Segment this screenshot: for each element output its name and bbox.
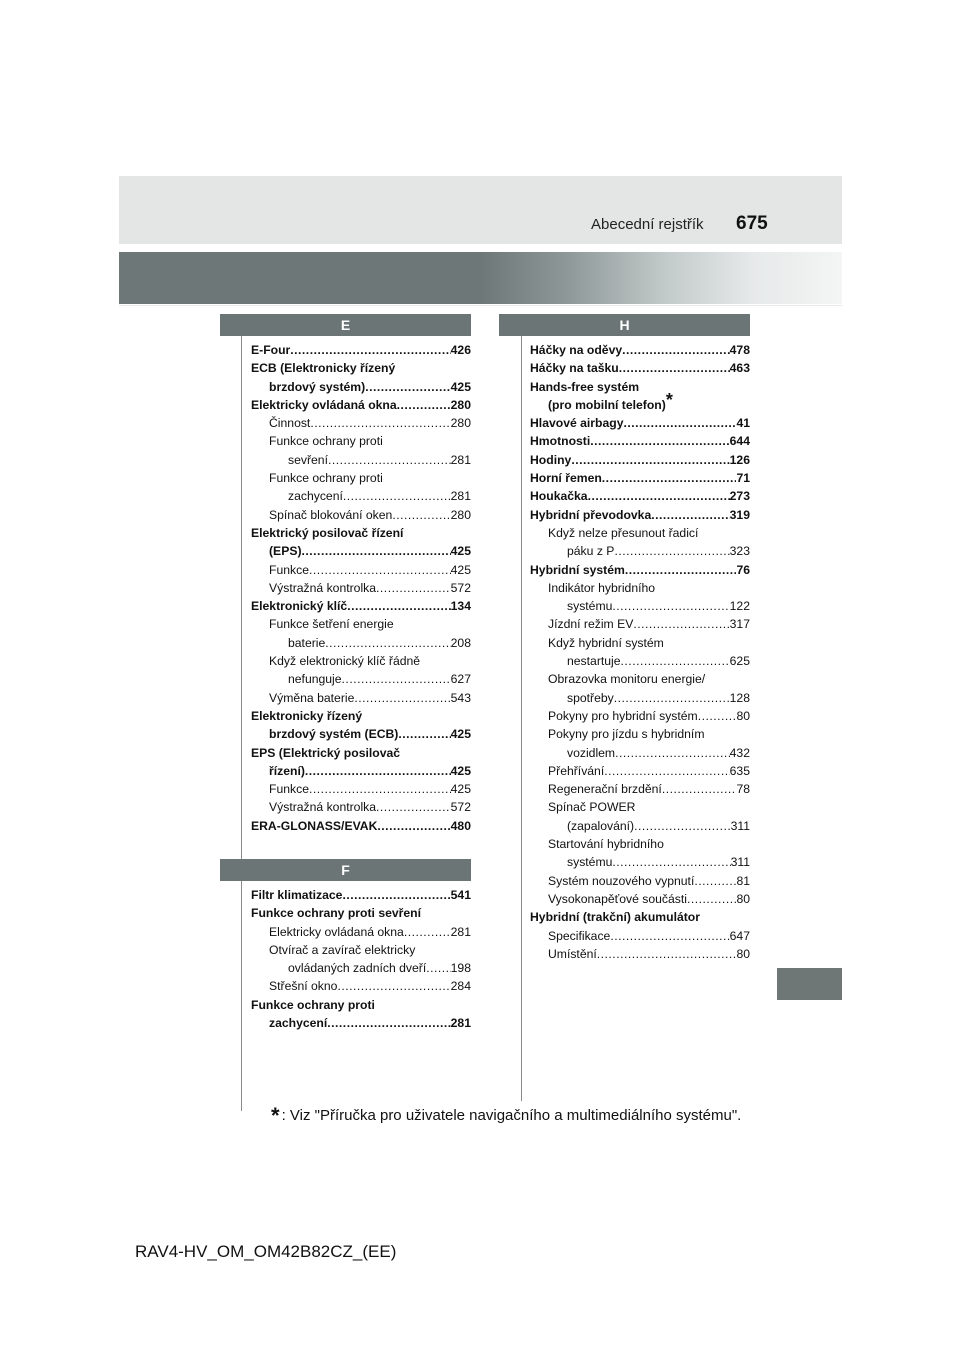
- entry-term: Houkačka: [530, 489, 588, 504]
- index-entry: [530, 817, 750, 835]
- dot-leader: [597, 945, 737, 963]
- index-entry-line: [251, 941, 471, 959]
- entry-page-number: 122: [729, 599, 750, 614]
- entry-page-number: 80: [736, 708, 750, 723]
- entry-term: Spínač blokování oken: [269, 507, 393, 522]
- entry-term: Hands-free systém: [530, 379, 640, 394]
- entry-page-number: 280: [450, 507, 471, 522]
- entry-term: Přehřívání: [548, 763, 605, 778]
- dot-leader: [426, 959, 450, 977]
- entry-page-number: 41: [736, 416, 750, 431]
- index-entry: [530, 762, 750, 780]
- footnote-text: : Viz "Příručka pro uživatele navigačního a multimediálního systému".: [281, 1107, 742, 1124]
- entry-term: brzdový systém (ECB): [269, 727, 399, 742]
- entry-page-number: 281: [450, 924, 471, 939]
- entry-page-number: 480: [450, 818, 471, 833]
- entry-term: Výstražná kontrolka: [269, 580, 377, 595]
- entry-page-number: 311: [730, 818, 750, 833]
- index-entry-line: [251, 904, 471, 922]
- index-entry: [251, 487, 471, 505]
- dot-leader: [619, 359, 730, 377]
- entry-term: Elektrický posilovač řízení: [251, 525, 404, 540]
- entry-term: Činnost: [269, 416, 311, 431]
- index-entry: [530, 945, 750, 963]
- index-entry: [251, 780, 471, 798]
- entry-page-number: 281: [450, 489, 471, 504]
- index-entry: [251, 414, 471, 432]
- entry-term: (EPS): [269, 544, 302, 559]
- entry-term: Funkce šetření energie: [269, 617, 394, 632]
- entry-page-number: 280: [450, 416, 471, 431]
- index-entry-line: [530, 908, 750, 926]
- entry-page-number: 425: [450, 763, 471, 778]
- entry-page-number: 317: [729, 617, 750, 632]
- dot-leader: [612, 853, 730, 871]
- index-entry: [530, 744, 750, 762]
- index-entry: [251, 506, 471, 524]
- index-entry: [530, 597, 750, 615]
- divider: [119, 305, 842, 306]
- dot-leader: [588, 487, 730, 505]
- index-entry-line: [530, 524, 750, 542]
- index-entry-line: [530, 725, 750, 743]
- entry-page-number: 543: [450, 690, 471, 705]
- index-entry: [251, 725, 471, 743]
- dot-leader: [590, 432, 729, 450]
- entry-term: sevření: [288, 452, 328, 467]
- entry-term: baterie: [288, 635, 326, 650]
- entry-term: Hybridní (trakční) akumulátor: [530, 910, 700, 925]
- entry-page-number: 198: [450, 961, 471, 976]
- entry-term: Háčky na oděvy: [530, 343, 623, 357]
- index-entry: [530, 780, 750, 798]
- index-entry: [251, 579, 471, 597]
- index-entry: [251, 817, 471, 835]
- index-entry: [530, 432, 750, 450]
- dot-leader: [625, 561, 737, 579]
- index-entry: [251, 634, 471, 652]
- dot-leader: [309, 561, 451, 579]
- entry-term: Výstražná kontrolka: [269, 800, 377, 815]
- index-entry: [530, 872, 750, 890]
- entry-page-number: 128: [729, 690, 750, 705]
- index-entry: [251, 561, 471, 579]
- document-code: RAV4-HV_OM_OM42B82CZ_(EE): [135, 1242, 397, 1261]
- dot-leader: [604, 762, 729, 780]
- index-entry: [530, 469, 750, 487]
- entry-term: Pokyny pro jízdu s hybridním: [548, 727, 705, 742]
- entry-term: systému: [567, 599, 613, 614]
- entry-page-number: 463: [729, 361, 750, 376]
- dot-leader: [309, 780, 451, 798]
- section-header-h: H: [499, 314, 750, 336]
- index-entry: [251, 396, 471, 414]
- dot-leader: [404, 923, 451, 941]
- entry-term: Specifikace: [548, 928, 611, 943]
- index-entry: [251, 378, 471, 396]
- index-entry-line: [530, 835, 750, 853]
- entry-term: Horní řemen: [530, 471, 602, 486]
- entry-term: Jízdní režim EV: [548, 617, 634, 632]
- dot-leader: [325, 634, 450, 652]
- index-entry: [530, 359, 750, 377]
- index-entry: [251, 762, 471, 780]
- index-entry: [251, 977, 471, 995]
- dot-leader: [376, 579, 451, 597]
- entry-page-number: 425: [450, 379, 471, 394]
- dot-leader: [397, 396, 451, 414]
- index-entry: [251, 670, 471, 688]
- index-entry-line: [251, 996, 471, 1014]
- entry-term: nestartuje: [567, 654, 621, 669]
- index-entry: [530, 487, 750, 505]
- entry-page-number: 134: [450, 599, 471, 614]
- index-entry-line: [251, 524, 471, 542]
- entry-page-number: 76: [736, 562, 750, 577]
- entry-term: Funkce: [269, 562, 309, 577]
- entry-term: E-Four: [251, 343, 291, 357]
- entry-term: Umístění: [548, 946, 597, 961]
- entry-term: systému: [567, 855, 613, 870]
- index-entry: [530, 506, 750, 524]
- column-rule-right: [521, 336, 522, 1101]
- dot-leader: [328, 451, 451, 469]
- dot-leader: [694, 872, 736, 890]
- dot-leader: [343, 487, 451, 505]
- index-entry: [530, 561, 750, 579]
- dot-leader: [302, 542, 451, 560]
- dot-leader: [398, 725, 450, 743]
- index-entry-line: [530, 798, 750, 816]
- dot-leader: [687, 890, 736, 908]
- dot-leader: [621, 652, 730, 670]
- index-entry: [530, 707, 750, 725]
- dot-leader: [622, 341, 730, 359]
- entry-page-number: 425: [450, 727, 471, 742]
- index-entry: [251, 923, 471, 941]
- entry-term: nefunguje: [288, 672, 342, 687]
- entry-term: Funkce ochrany proti sevření: [251, 906, 422, 921]
- dot-leader: [305, 762, 451, 780]
- entry-term: Když nelze přesunout řadicí: [548, 525, 699, 540]
- header-band: [119, 176, 842, 244]
- dot-leader: [337, 977, 450, 995]
- dot-leader: [614, 542, 729, 560]
- entry-term: řízení): [269, 763, 305, 778]
- footnote: [271, 1100, 741, 1126]
- dot-leader: [612, 597, 729, 615]
- entry-page-number: 78: [736, 782, 750, 797]
- entry-term: Hlavové airbagy: [530, 416, 624, 431]
- index-entry-line: [530, 378, 750, 396]
- dot-leader: [571, 451, 729, 469]
- entry-term: Funkce ochrany proti: [269, 434, 383, 449]
- index-entry: [530, 927, 750, 945]
- entry-page-number: 426: [450, 343, 471, 357]
- entry-term: Spínač POWER: [548, 800, 636, 815]
- entry-term: brzdový systém): [269, 379, 366, 394]
- entry-term: Obrazovka monitoru energie/: [548, 672, 706, 687]
- dot-leader: [347, 597, 450, 615]
- entry-term: vozidlem: [567, 745, 616, 760]
- section-header-f: F: [220, 859, 471, 881]
- index-entry: [530, 542, 750, 560]
- index-entry-line: [530, 579, 750, 597]
- dot-leader: [376, 798, 451, 816]
- index-entry: [251, 959, 471, 977]
- entry-term: Hybridní převodovka: [530, 507, 652, 522]
- entry-term: Otvírač a zavírač elektricky: [269, 942, 416, 957]
- entry-page-number: 273: [729, 489, 750, 504]
- index-entry: [530, 414, 750, 432]
- index-entry: [530, 689, 750, 707]
- entry-page-number: 644: [729, 434, 750, 449]
- index-entry: [251, 597, 471, 615]
- entry-term: Funkce: [269, 782, 309, 797]
- chapter-band: [119, 252, 842, 304]
- chapter-side-tab: [777, 968, 842, 1000]
- entry-term: Funkce ochrany proti: [251, 997, 375, 1012]
- entry-term: Indikátor hybridního: [548, 580, 656, 595]
- dot-leader: [623, 414, 736, 432]
- index-entry: [530, 341, 750, 359]
- dot-leader: [633, 615, 729, 633]
- index-entry: [530, 652, 750, 670]
- dot-leader: [614, 689, 730, 707]
- entry-page-number: 281: [450, 452, 471, 467]
- index-entry: [251, 1014, 471, 1032]
- dot-leader: [342, 886, 450, 904]
- entry-page-number: 572: [450, 580, 471, 595]
- entry-term: Když elektronický klíč řádně: [269, 654, 421, 669]
- dot-leader: [310, 414, 450, 432]
- index-entry: [251, 798, 471, 816]
- index-entry-line: [251, 359, 471, 377]
- entry-term: Výměna baterie: [269, 690, 355, 705]
- index-entry-line: [251, 707, 471, 725]
- entry-term: Systém nouzového vypnutí: [548, 873, 695, 888]
- section-f-list: [251, 886, 471, 1032]
- entry-page-number: 425: [450, 782, 471, 797]
- index-entry: [530, 615, 750, 633]
- dot-leader: [610, 927, 729, 945]
- dot-leader: [602, 469, 737, 487]
- index-entry: [251, 886, 471, 904]
- entry-page-number: 478: [729, 343, 750, 357]
- entry-term: Hodiny: [530, 452, 572, 467]
- dot-leader: [392, 506, 450, 524]
- entry-term: Když hybridní systém: [548, 635, 664, 650]
- dot-leader: [662, 780, 737, 798]
- entry-term: Střešní okno: [269, 979, 338, 994]
- entry-term: Vysokonapěťové součásti: [548, 891, 687, 906]
- footnote-star: *: [271, 1103, 280, 1128]
- entry-page-number: 80: [736, 946, 750, 961]
- entry-page-number: 126: [729, 452, 750, 467]
- index-entry-line: [251, 652, 471, 670]
- entry-page-number: 425: [450, 544, 471, 559]
- entry-term: Filtr klimatizace: [251, 888, 343, 902]
- entry-page-number: 80: [736, 891, 750, 906]
- entry-page-number: 572: [450, 800, 471, 815]
- entry-page-number: 432: [729, 745, 750, 760]
- index-entry-line: [251, 744, 471, 762]
- index-entry: [251, 341, 471, 359]
- index-entry: [251, 542, 471, 560]
- entry-term: Háčky na tašku: [530, 361, 619, 376]
- entry-page-number: 284: [450, 979, 471, 994]
- index-entry: [530, 451, 750, 469]
- index-entry: [530, 890, 750, 908]
- entry-term: zachycení: [288, 489, 343, 504]
- dot-leader: [290, 341, 450, 359]
- index-entry-line: [251, 432, 471, 450]
- entry-term: Hmotnosti: [530, 434, 591, 449]
- entry-page-number: 627: [450, 672, 471, 687]
- entry-term: Elektricky ovládaná okna: [251, 397, 397, 412]
- entry-term: (pro mobilní telefon): [548, 397, 666, 412]
- entry-page-number: 280: [450, 397, 471, 412]
- index-entry: [530, 853, 750, 871]
- header-section-title: Abecední rejstřík: [591, 216, 704, 233]
- entry-page-number: 208: [450, 635, 471, 650]
- page-number: 675: [736, 213, 768, 234]
- entry-term: Elektricky ovládaná okna: [269, 924, 404, 939]
- section-h-list: [530, 341, 750, 963]
- dot-leader: [698, 707, 737, 725]
- dot-leader: [615, 744, 730, 762]
- index-entry-line: [530, 389, 750, 414]
- entry-term: ERA-GLONASS/EVAK: [251, 818, 378, 833]
- index-entry: [251, 689, 471, 707]
- footnote-marker: *: [665, 389, 673, 410]
- dot-leader: [327, 1014, 450, 1032]
- entry-page-number: 425: [450, 562, 471, 577]
- entry-term: ovládaných zadních dveří: [288, 961, 427, 976]
- dot-leader: [342, 670, 451, 688]
- entry-term: spotřeby: [567, 690, 614, 705]
- entry-page-number: 281: [450, 1016, 471, 1031]
- entry-page-number: 635: [729, 763, 750, 778]
- entry-page-number: 71: [736, 471, 750, 486]
- entry-page-number: 323: [729, 544, 750, 559]
- entry-term: Funkce ochrany proti: [269, 471, 383, 486]
- index-entry-line: [530, 670, 750, 688]
- entry-page-number: 81: [736, 873, 750, 888]
- entry-term: Startování hybridního: [548, 837, 664, 852]
- index-entry-line: [251, 469, 471, 487]
- dot-leader: [365, 378, 450, 396]
- entry-term: Elektronický klíč: [251, 599, 348, 614]
- column-rule-left: [241, 336, 242, 1111]
- entry-term: (zapalování): [567, 818, 635, 833]
- entry-term: Pokyny pro hybridní systém: [548, 708, 698, 723]
- entry-term: Regenerační brzdění: [548, 782, 662, 797]
- entry-page-number: 541: [450, 888, 471, 902]
- dot-leader: [651, 506, 729, 524]
- entry-term: ECB (Elektronicky řízený: [251, 361, 396, 376]
- entry-term: Hybridní systém: [530, 562, 625, 577]
- entry-page-number: 319: [729, 507, 750, 522]
- dot-leader: [634, 817, 730, 835]
- entry-term: EPS (Elektrický posilovač: [251, 745, 401, 760]
- index-entry-line: [251, 615, 471, 633]
- entry-page-number: 625: [729, 654, 750, 669]
- section-e-list: [251, 341, 471, 835]
- section-header-e: E: [220, 314, 471, 336]
- entry-page-number: 311: [730, 855, 750, 870]
- entry-term: páku z P: [567, 544, 615, 559]
- dot-leader: [354, 689, 450, 707]
- entry-term: zachycení: [269, 1016, 328, 1031]
- index-entry: [251, 451, 471, 469]
- index-entry-line: [530, 634, 750, 652]
- dot-leader: [377, 817, 450, 835]
- entry-page-number: 647: [729, 928, 750, 943]
- entry-term: Elektronicky řízený: [251, 708, 363, 723]
